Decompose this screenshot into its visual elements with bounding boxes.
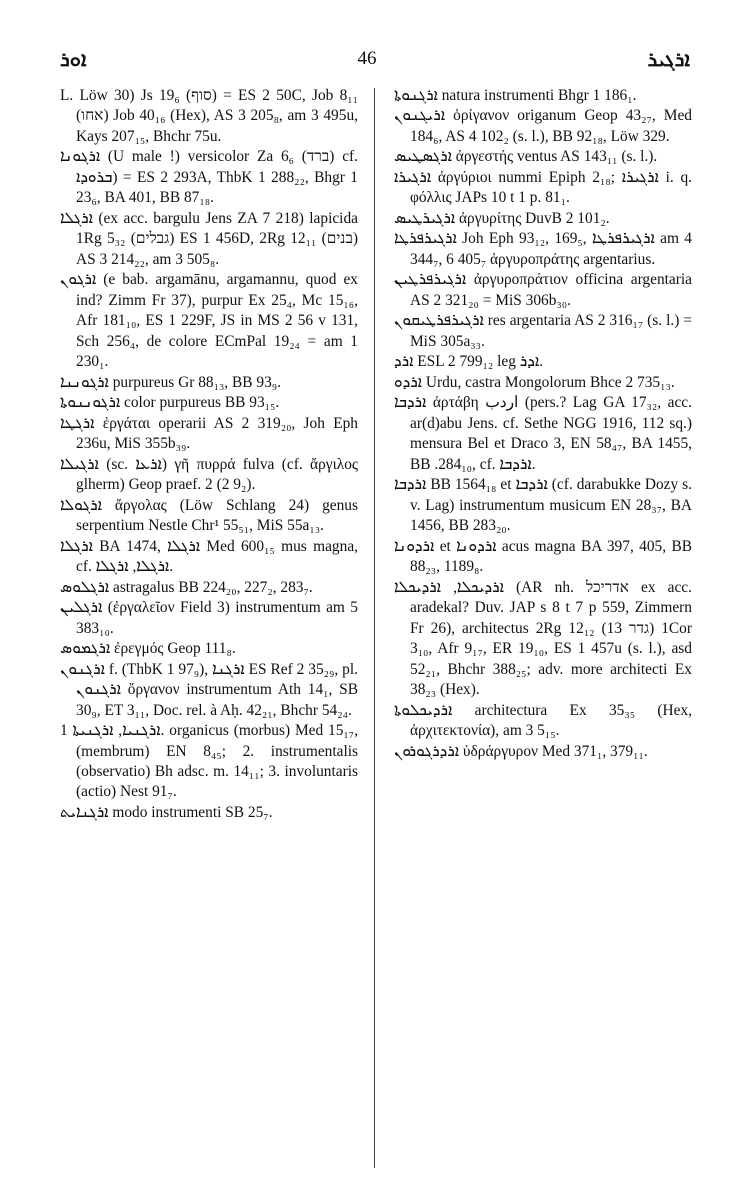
dictionary-entry: ܐܪܓܣܛܝܣ ἀργεστής ventus AS 143₁₁ (s. l.).: [394, 148, 658, 166]
dictionary-entry: ܐܪܕܝܟܠܐ, ܐܪܕܝܟܠܐ (AR nh. אדריכל ex acc. aradekal? Duv. JAP s 8 t 7 p 559, Zimmern Fr 26), architectus 2Rg 12₁₂ (13 גדר) 1Cor 3₁₀, Afr 9₁₇, ER 19₁₀, ES 1 457u (s. l.), asd 52₂₁, Bhchr 388₂₅; adv. more architecti Ex 38₂₃ (Hex).: [394, 578, 692, 699]
column-divider: [374, 88, 375, 1168]
dictionary-entry: ܐܪܓܝܪܦܪܛܝܩܘܢ res argentaria AS 2 316₁₇ (s. l.) = MiS 305a₃₃.: [394, 312, 692, 350]
dictionary-entry: ܐܪܕܒܐ BB 1564₁₈ et ܐܪܕܒܐ (cf. darabukke Dozy s. v. Lag) instrumentum musicum EN 28₃₇, BA 1456, BB 283₂₀.: [394, 476, 692, 535]
dictionary-entry: ܐܪܓܛܐ ἐργάται operarii AS 2 319₂₀, Joh Eph 236u, MiS 355b₃₉.: [60, 414, 358, 453]
dictionary-entry: ܐܪܕ ESL 2 799₁₂ leg ܐܕܪ.: [394, 353, 544, 371]
dictionary-entry: ܐܪܓܘܢܐ (U male !) versicolor Za 6₆ (ברד) cf. ܒܪܘܕܐ) = ES 2 293A, ThbK 1 288₂₂, Bhgr 1 23₆, BA 401, BB 87₁₈.: [60, 148, 358, 207]
dictionary-entry: ܐܪܕܒܐ ἀρτάβη اردب (pers.? Lag GA 17₃₂, acc. ar(d)abu Jens. cf. Sethe NGG 1916, 112 sq.) mensura Bel et Draco 3, EN 58₄₇, BA 1455, BB .284₁₀, cf. ܐܪܕܒܐ.: [394, 394, 692, 473]
page-number: 46: [357, 48, 377, 69]
dictionary-entry: ܐܪܓܢܝܐ, ܐܪܓܢܝܬܐ 1. organicus (morbus) Med 15₁₇, (membrum) EN 8₄₅; 2. instrumentalis (observatio) Bh adsc. m. 14₁₁; 3. involuntaris (actio) Nest 91₇.: [60, 722, 358, 801]
dictionary-entry: ܐܪܝܓܢܘܢ ὀρίγανον origanum Geop 43₂₇, Med 184₆, AS 4 102₂ (s. l.), BB 92₁₈, Löw 329.: [394, 107, 692, 145]
right-column: [394, 86, 692, 1186]
dictionary-entry: ܐܪܓܠܐ (ex acc. bargulu Jens ZA 7 218) lapicida 1Rg 5₃₂ (גבלים) ES 1 456D, 2Rg 12₁₁ (בנים) AS 3 214₂₂, am 3 505₈.: [60, 209, 358, 268]
dictionary-entry: ܐܪܕܪܓܘܪܘܢ ὑδράργυρον Med 371₁, 379₁₁.: [394, 742, 648, 760]
dictionary-entry: ܐܪܓܠܐ BA 1474, ܐܪܓܠܐ Med 600₁₅ mus magna, cf. ܐܪܓܠܐ, ܐܪܓܠܐ.: [60, 537, 358, 576]
page-header: [60, 44, 690, 74]
dictionary-entry: L. Löw 30) Js 19₆ (סוף) = ES 2 50C, Job 8₁₁ (אחו) Job 40₁₆ (Hex), AS 3 205₈, am 3 495u, Kays 207₁₅, Bhchr 75u.: [60, 87, 358, 145]
dictionary-entry: ܐܪܓܘܢܢܐ purpureus Gr 88₁₃, BB 93₉.: [60, 373, 281, 391]
dictionary-entry: ܐܪܓܢܘܢ f. (ThbK 1 97₉), ܐܪܓܢܐ ES Ref 2 35₂₉, pl. ܐܪܓܢܘܢ ὄργανον instrumentum Ath 14₁, SB 30₉, ET 3₁₁, Doc. rel. à Aḥ. 42₂₁, Bhchr 54₂₄.: [60, 660, 358, 719]
dictionary-entry: ܐܪܕܘܢܐ et ܐܪܕܘܢܐ acus magna BA 397, 405, BB 88₂₃, 1189₈.: [394, 537, 692, 576]
dictionary-entry: ܐܪܓܠܝܢ (ἐργαλεῖον Field 3) instrumentum am 5 383₁₀.: [60, 599, 358, 637]
dictionary-entry: ܐܪܓܘܢܢܘܬܐ color purpureus BB 93₁₅.: [60, 394, 280, 412]
dictionary-entry: ܐܪܓܝܪܦܪܛܝܢ ἀργυροπράτιον officina argentaria AS 2 321₂₀ = MiS 306b₃₀.: [394, 271, 692, 309]
dictionary-entry: ܐܪܓܢܐܝܬ modo instrumenti SB 25₇.: [60, 803, 273, 821]
dictionary-entry: ܐܪܓܠܘܣ astragalus BB 224₂₀, 227₂, 283₇.: [60, 578, 313, 596]
dictionary-entry: ܐܪܓܝܪܛܝܣ ἀργυρίτης DuvB 2 101₂.: [394, 209, 610, 227]
dictionary-entry: ܐܪܓܘܠܐ ἄργολας (Löw Schlang 24) genus serpentium Nestle Chr¹ 55₅₁, MiS 55a₁₃.: [60, 496, 358, 535]
dictionary-entry: ܐܪܓܝܠܐ (sc. ܐܪܥܐ) γῆ πυρρά fulva (cf. ἄργιλος glherm) Geop praef. 2 (2 9₂).: [60, 455, 358, 494]
left-running-headword: ܐܘܪ: [60, 47, 87, 71]
dictionary-entry: ܐܪܓܢܘܬܐ natura instrumenti Bhgr 1 186₁.: [394, 87, 637, 104]
dictionary-entry: ܐܪܓܡܘܣ ἐρεγμός Geop 111₈.: [60, 640, 236, 658]
dictionary-entry: ܐܪܕܝܟܠܘܬܐ architectura Ex 35₃₅ (Hex, ἀρχιτεκτονία), am 3 5₁₅.: [394, 701, 692, 740]
dictionary-entry: ܐܪܓܘܢ (e bab. argamānu, argamannu, quod ex ind? Zimm Fr 37), purpur Ex 25₄, Mc 15₁₆, Afr 181₁₀, ES 1 229F, JS in MS 2 56 v 131, Sch 256₄, de colore ECmPal 19₂₄ = am 1 230₁.: [60, 271, 358, 371]
dictionary-entry: ܐܪܓܝܪܐ ἀργύριοι nummi Epiph 2₁₈; ܐܪܓܝܪܐ i. q. φόλλις JAPs 10 t 1 p. 81₁.: [394, 168, 692, 207]
right-running-headword: ܐܪܓܝܪ: [647, 47, 690, 71]
dictionary-entry: ܐܪܓܝܪܦܪܛܐ Joh Eph 93₁₂, 169₅, ܐܪܓܝܪܦܪܛܐ am 4 344₇, 6 405₇ ἀργυροπράτης argentarius.: [394, 230, 692, 268]
dictionary-entry: ܐܪܕܘ Urdu, castra Mongolorum Bhce 2 735₁₃.: [394, 373, 675, 391]
left-column: [60, 86, 358, 1186]
